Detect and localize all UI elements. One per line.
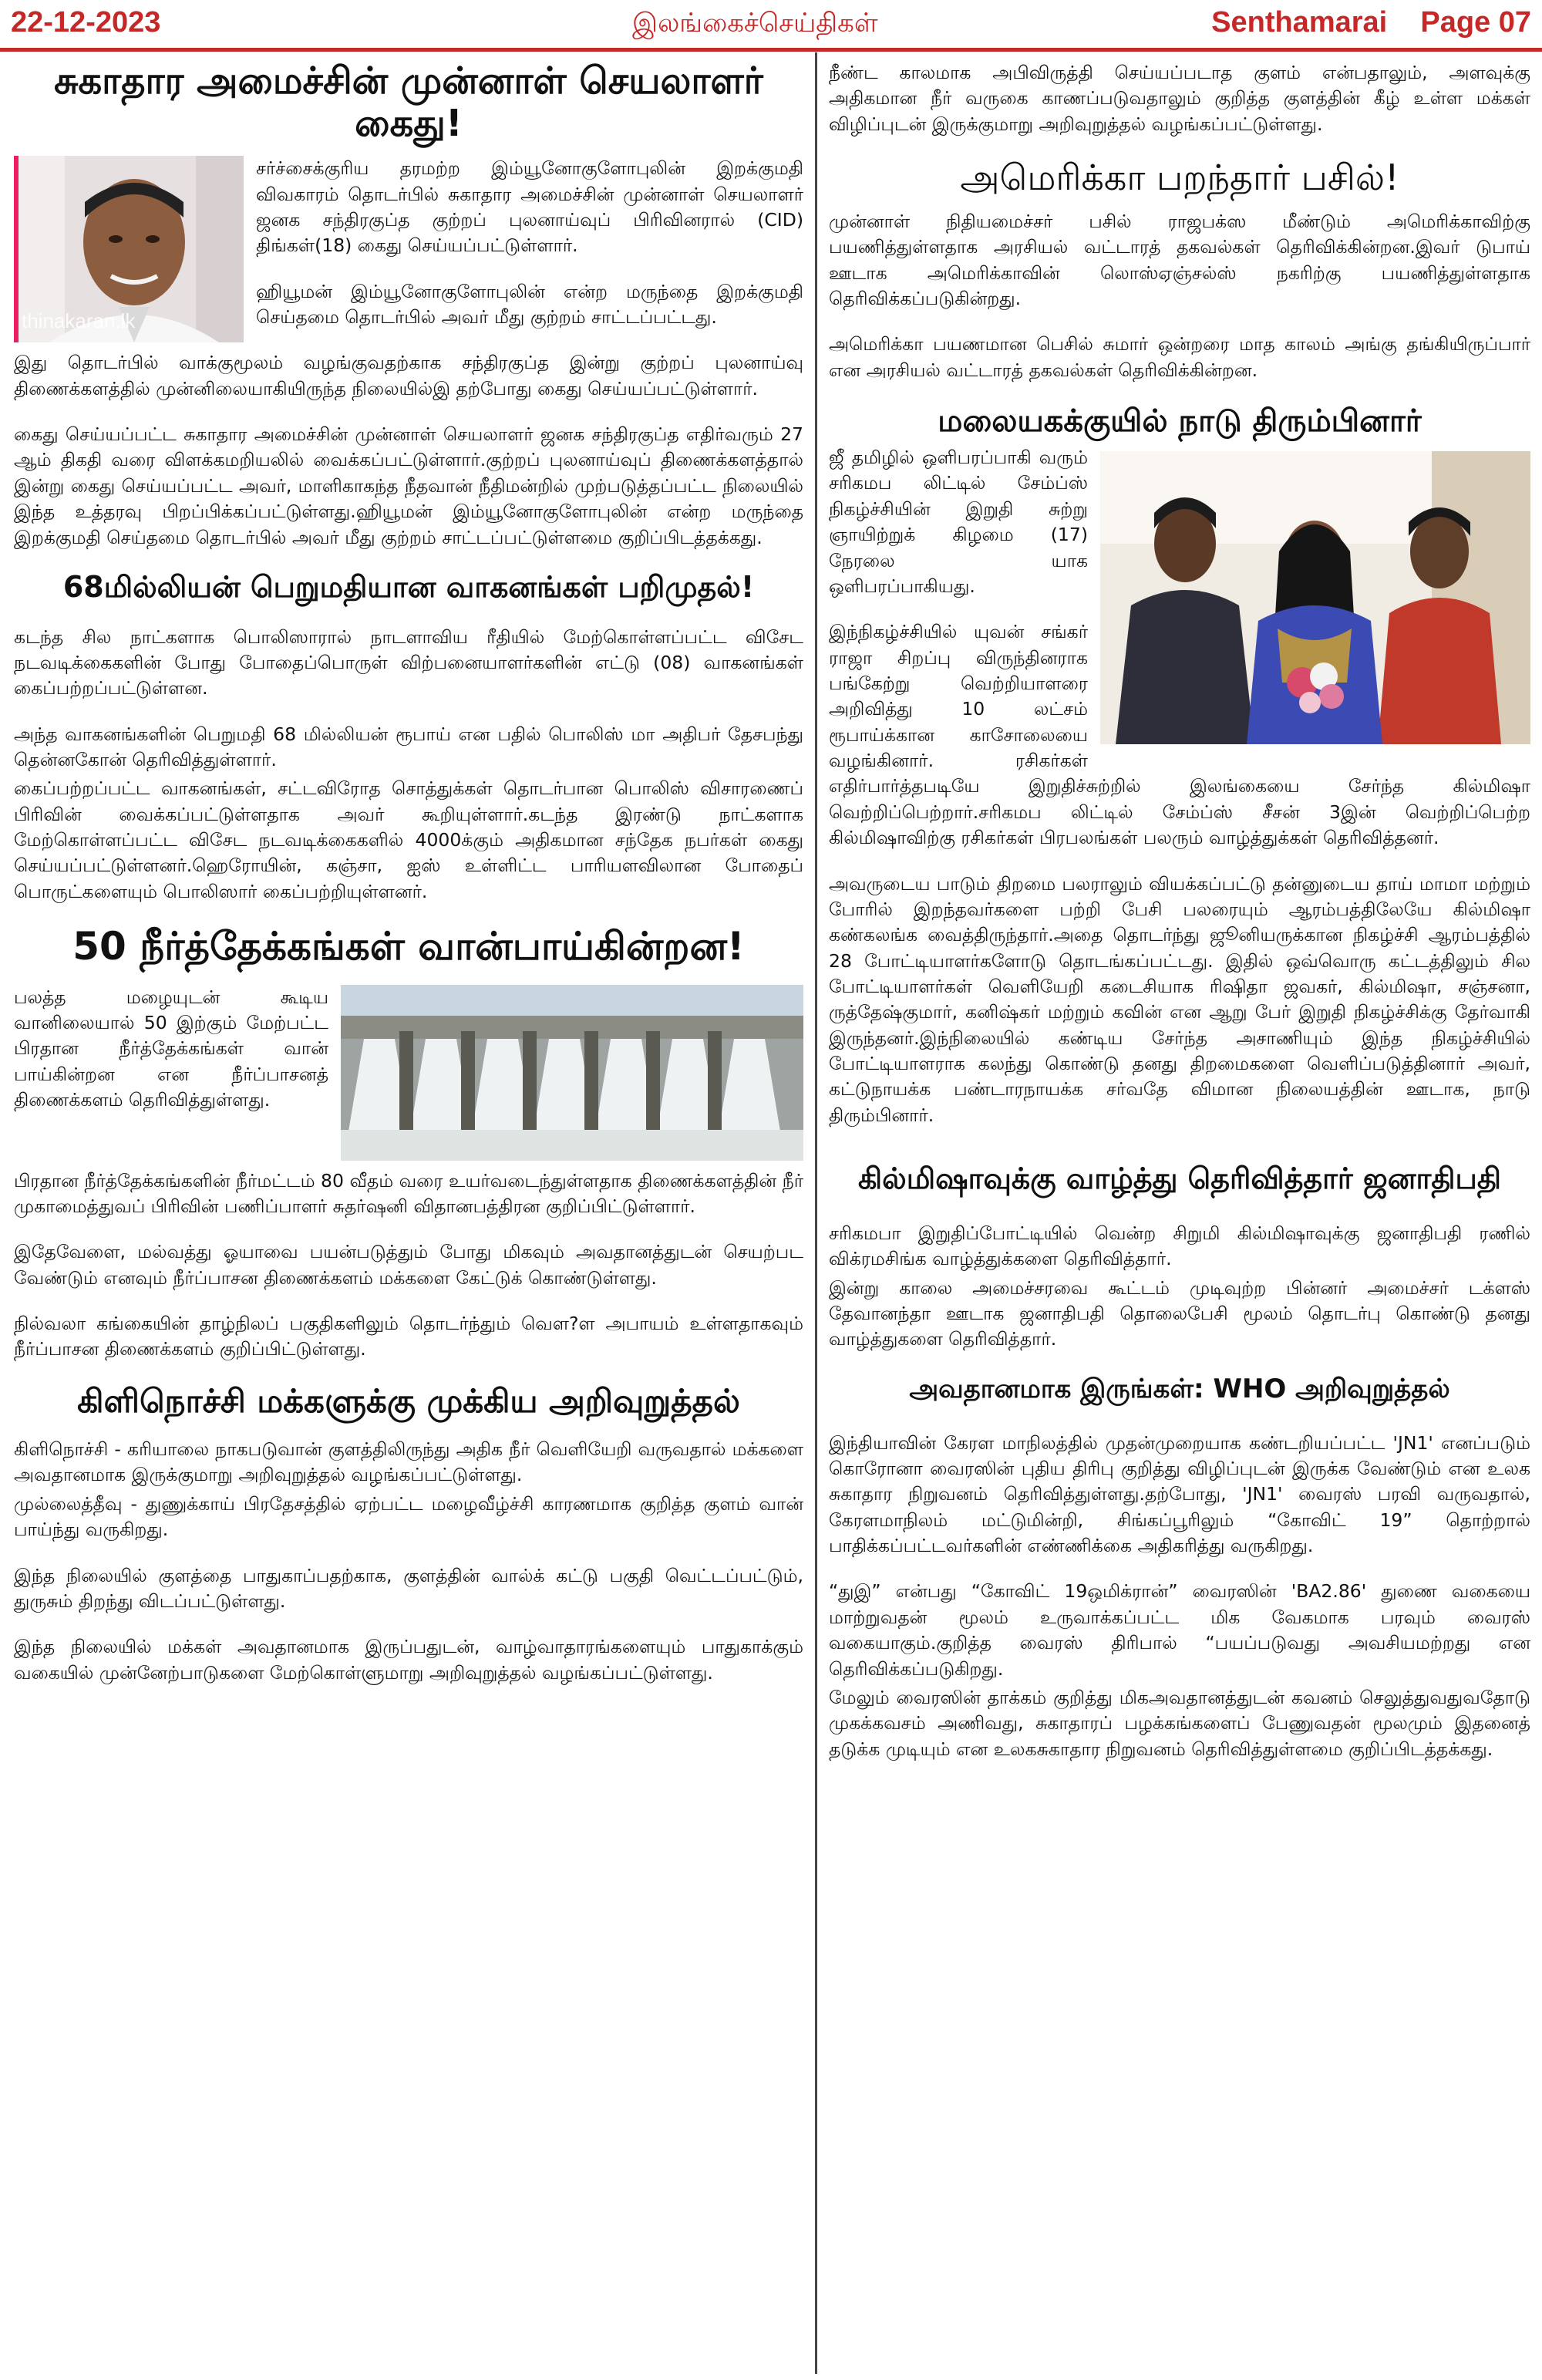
paragraph: கைது செய்யப்பட்ட சுகாதார அமைச்சின் முன்னாள் செயலாளர் ஜனக சந்திரகுப்த எதிர்வரும் 27 ஆம் திகதி வரை விளக்கமறியலில் வைக்கப்பட்டுள்ளார்.குற்றப் புலனாய்வுப் திணைக்களத்தால் இன்று கைது செய்யப்பட்ட அவர், மாளிகாகந்த நீதவான் நீதிமன்றில் முற்படுத்தப்பட்ட நிலையில் இந்த உத்தரவு பிறப்பிக்கப்பட்டுள்ளது.ஹியூமன் இம்யூனோகுளோபுலின் என்ற மருந்தை இறக்குமதி செய்தமை தொடர்பில் அவர் மீது குற்றம் சாட்டப்பட்டுள்ளமை குறிப்பிடத்தக்கது. <box>14 423 803 548</box>
paragraph: சரிகமபா இறுதிப்போட்டியில் வென்ற சிறுமி கில்மிஷாவுக்கு ஜனாதிபதி ரணில் விக்ரமசிங்க வாழ்த்துக்களை தெரிவித்தார். <box>829 1222 1530 1270</box>
headline: மலையகக்குயில் நாடு திரும்பினார் <box>938 403 1422 440</box>
headline: சுகாதார அமைச்சின் முன்னாள் செயலாளர் கைது! <box>54 59 763 146</box>
story-kilmisha-returns <box>829 403 1530 1128</box>
headline: கில்மிஷாவுக்கு வாழ்த்து தெரிவித்தார் ஜனாதிபதி <box>858 1161 1501 1196</box>
column-divider <box>815 52 817 2374</box>
headline: அவதானமாக இருங்கள்: WHO அறிவுறுத்தல் <box>909 1373 1450 1404</box>
story-kilinochchi-advisory <box>14 1383 803 1686</box>
paragraph: சர்ச்சைக்குரிய தரமற்ற இம்யூனோகுளோபுலின் இறக்குமதி விவகாரம் தொடர்பில் சுகாதார அமைச்சின் முன்னாள் செயலாளர் ஜனக சந்திரகுப்த குற்றப் புலனாய்வுப் பிரிவினரால் (CID) திங்கள்(18) கைது செய்யப்பட்டுள்ளார். <box>256 157 803 257</box>
group-illustration <box>1100 451 1530 744</box>
story-basil-us <box>829 157 1530 383</box>
paragraph: நில்வலா கங்கையின் தாழ்நிலப் பகுதிகளிலும் தொடர்ந்தும் வெள?ள அபாயம் உள்ளதாகவும் நீர்ப்பாசன திணைக்களம் குறிப்பிட்டுள்ளது. <box>14 1313 803 1360</box>
paragraph: இந்தியாவின் கேரள மாநிலத்தில் முதன்முறையாக கண்டறியப்பட்ட 'JN1' எனப்படும் கொரோனா வைரஸின் புதிய திரிபு குறித்து விழிப்புடன் இருக்க வேண்டும் என உலக சுகாதார நிறுவனம் தெரிவித்துள்ளது.தற்போது, 'JN1' வைரஸ் பரவி வருவதால், கேரளமாநிலம் மட்டுமின்றி, சிங்கப்பூரிலும் “கோவிட் 19” தொற்றால் பாதிக்கப்பட்டவர்களின் எண்ணிக்கை அதிகரித்து வருகிறது. <box>829 1431 1530 1557</box>
paragraph: பலத்த மழையுடன் கூடிய வானிலையால் 50 இற்கும் மேற்பட்ட பிரதான நீர்த்தேக்கங்கள் வான் பாய்கின்றன என நீர்ப்பாசனத் திணைக்களம் தெரிவித்துள்ளது. <box>14 986 328 1111</box>
page-header <box>0 0 1542 52</box>
paragraph: இந்த நிலையில் குளத்தை பாதுகாப்பதற்காக, குளத்தின் வால்க் கட்டு பகுதி வெட்டப்பட்டும், துருசும் திறந்து விடப்பட்டுள்ளது. <box>14 1564 803 1612</box>
header-page-number: Page 07 <box>1420 6 1531 39</box>
dam-illustration <box>341 985 803 1161</box>
headline: 68மில்லியன் பெறுமதியான வாகனங்கள் பறிமுதல்! <box>62 569 755 604</box>
paragraph: முன்னாள் நிதியமைச்சர் பசில் ராஜபக்ஸ மீண்டும் அமெரிக்காவிற்கு பயணித்துள்ளதாக அரசியல் வட்டாரத் தகவல்கள் தெரிவிக்கின்றன.இவர் டுபாய் ஊடாக அமெரிக்காவின் லொஸ்ஏஞ்சல்ஸ் நகரிற்கு பயணித்துள்ளதாக தெரிவிக்கப்படுகின்றது. <box>829 210 1530 310</box>
header-section-title: இலங்கைச்செய்திகள் <box>632 8 878 39</box>
photo-watermark: thinakaran.lk <box>22 309 136 333</box>
paragraph: இந்நிகழ்ச்சியில் யுவன் சங்கர் ராஜா சிறப்பு விருந்தினராக பங்கேற்று வெற்றியாளரை அறிவித்து 10 லட்சம் ரூபாய்க்கான காசோலையை வழங்கினார். ரசிகர்கள் எதிர்பார்த்தபடியே இறுதிச்சுற்றில் இலங்கையை சேர்ந்த கில்மிஷா வெற்றிப்பெற்றார்.சரிகமப லிட்டில் சேம்ப்ஸ் சீசன் 3இன் வெற்றிப்பெற்ற கில்மிஷாவிற்கு ரசிகர்கள் பிரபலங்கள் பலரும் வாழ்த்துக்கள் தெரிவித்தனர். <box>829 621 1530 849</box>
headline: அமெரிக்கா பறந்தார் பசில்! <box>960 157 1399 199</box>
headline: கிளிநொச்சி மக்களுக்கு முக்கிய அறிவுறுத்தல் <box>77 1381 740 1420</box>
paragraph: நீண்ட காலமாக அபிவிருத்தி செய்யப்படாத குளம் என்பதாலும், அளவுக்கு அதிகமான நீர் வருகை காணப்படுவதாலும் குறித்த குளத்தின் கீழ் உள்ள மக்கள் விழிப்புடன் இருக்குமாறு அறிவுறுத்தல் வழங்கப்பட்டுள்ளது. <box>829 62 1530 135</box>
header-date: 22-12-2023 <box>11 6 161 39</box>
paragraph: அந்த வாகனங்களின் பெறுமதி 68 மில்லியன் ரூபாய் என பதில் பொலிஸ் மா அதிபர் தேசபந்து தென்னகோன் தெரிவித்துள்ளார். <box>14 723 803 771</box>
story-reservoirs-overflow <box>14 925 803 1363</box>
left-column <box>14 60 803 1706</box>
paragraph: கடந்த சில நாட்களாக பொலிஸாரால் நாடளாவிய ரீதியில் மேற்கொள்ளப்பட்ட விசேட நடவடிக்கைகளின் போது போதைப்பொருள் விற்பனையாளர்களின் எட்டு (08) வாகனங்கள் கைப்பற்றப்பட்டுள்ளன. <box>14 625 803 700</box>
story-vehicles-seized <box>14 571 803 905</box>
story-health-secretary-arrest <box>14 60 803 551</box>
portrait-photo <box>14 156 244 342</box>
header-paper-page <box>1211 6 1531 39</box>
group-photo <box>1100 451 1530 744</box>
paragraph: “துஇ” என்பது “கோவிட் 19ஒமிக்ரான்” வைரஸின் 'BA2.86' துணை வகையை மாற்றுவதன் மூலம் உருவாக்கப்பட்ட மிக வேகமாக பரவும் வைரஸ் வகையாகும்.குறித்த வைரஸ் திரிபால் “பயப்படுவது அவசியமற்றது என தெரிவிக்கப்படுகிறது. <box>829 1580 1530 1680</box>
header-paper-name: Senthamarai <box>1211 6 1388 39</box>
paragraph: அவருடைய பாடும் திறமை பலராலும் வியக்கப்பட்டு தன்னுடைய தாய் மாமா மற்றும் போரில் இறந்தவர்களை பற்றி பேசி பலரையும் ஆரம்பத்திலேயே கில்மிஷா கண்கலங்க வைத்திருந்தார்.அதை தொடர்ந்து ஜூனியருக்கான நிகழ்ச்சி ஆரம்பத்தில் 28 போட்டியாளர்களோடு தொடங்கப்பட்டது. இதில் ஒவ்வொரு கட்டத்திலும் சில போட்டியாளர்கள் வெளியேறி கடைசியாக ரிஷிதா ஜவகர், கில்மிஷா, சஞ்சனா, ருத்தேஷ்குமார், கனிஷ்கர் மற்றும் கவின் என ஆறு பேர் இறுதி நிகழ்ச்சிக்கு தேர்வாகி இருந்தனர்.இந்நிலையில் கண்டிய சேர்ந்த அசாணியும் இந்த நிகழ்ச்சியில் போட்டியாளராக கலந்து கொண்டு தனது திறமைகளை வெளிப்படுத்தினார் அவர், கட்டுநாயக்க பண்டாரநாயக்க சர்வதே விமான நிலையத்தின் ஊடாக, நாடு திரும்பினார். <box>829 872 1530 1126</box>
headline: 50 நீர்த்தேக்கங்கள் வான்பாய்கின்றன! <box>72 924 745 969</box>
story-who-advisory <box>829 1374 1530 1762</box>
paragraph: இதேவேளை, மல்வத்து ஓயாவை பயன்படுத்தும் போது மிகவும் அவதானத்துடன் செயற்பட வேண்டும் எனவும் நீர்ப்பாசன திணைக்களம் மக்களை கேட்டுக் கொண்டுள்ளது. <box>14 1241 803 1289</box>
dam-photo <box>341 985 803 1161</box>
paragraph: கைப்பற்றப்பட்ட வாகனங்கள், சட்டவிரோத சொத்துக்கள் தொடர்பான பொலிஸ் விசாரணைப் பிரிவின் வைக்கப்பட்டுள்ளதாக அவர் கூறியுள்ளார்.கடந்த இரண்டு நாட்களாக மேற்கொள்ளப்பட்ட விசேட நடவடிக்கைகளில் 4000க்கும் அதிகமான சந்தேக நபர்கள் கைது செய்யப்பட்டுள்ளனர்.ஹெரோயின், கஞ்சா, ஐஸ் உள்ளிட்ட பாரியளவிலான போதைப் பொருட்களையும் பொலிஸார் கைப்பற்றியுள்ளனர். <box>14 777 803 902</box>
paragraph: மேலும் வைரஸின் தாக்கம் குறித்து மிகஅவதானத்துடன் கவனம் செலுத்துவதுவதோடு முகக்கவசம் அணிவது, சுகாதாரப் பழக்கங்களைப் பேணுவதன் மூலமும் இதனைத் தடுக்க முடியும் என உலகசுகாதார நிறுவனம் தெரிவித்துள்ளமை குறிப்பிடத்தக்கது. <box>829 1686 1530 1760</box>
right-column <box>829 60 1530 1782</box>
paragraph: கிளிநொச்சி - கரியாலை நாகபடுவான் குளத்திலிருந்து அதிக நீர் வெளியேறி வருவதால் மக்களை அவதானமாக இருக்குமாறு அறிவுறுத்தல் வழங்கப்பட்டுள்ளது. <box>14 1438 803 1486</box>
paragraph: இந்த நிலையில் மக்கள் அவதானமாக இருப்பதுடன், வாழ்வாதாரங்களையும் பாதுகாக்கும் வகையில் முன்னேற்பாடுகளை மேற்கொள்ளுமாறு அறிவுறுத்தல் வழங்கப்பட்டுள்ளது. <box>14 1636 803 1684</box>
paragraph: இது தொடர்பில் வாக்குமூலம் வழங்குவதற்காக சந்திரகுப்த இன்று குற்றப் புலனாய்வு திணைக்களத்தில் முன்னிலையாகியிருந்த நிலையில்இ தற்போது கைது செய்யப்பட்டுள்ளார். <box>14 352 803 399</box>
paragraph: ஜீ தமிழில் ஒளிபரப்பாகி வரும் சரிகமப லிட்டில் சேம்ப்ஸ் நிகழ்ச்சியின் இறுதி சுற்று ஞாயிற்றுக் கிழமை (17) நேரலை யாக ஒளிபரப்பாகியது. <box>829 447 1088 597</box>
paragraph: அமெரிக்கா பயணமான பெசில் சுமார் ஒன்றரை மாத காலம் அங்கு தங்கியிருப்பார் என அரசியல் வட்டாரத் தகவல்கள் தெரிவிக்கின்றன. <box>829 333 1530 381</box>
paragraph: பிரதான நீர்த்தேக்கங்களின் நீர்மட்டம் 80 வீதம் வரை உயர்வடைந்துள்ளதாக திணைக்களத்தின் நீர் முகாமைத்துவப் பிரிவின் பணிப்பாளர் சுதர்ஷனி விதானபத்திரன குறிப்பிட்டுள்ளார். <box>14 1169 803 1218</box>
story-continuation <box>829 60 1530 137</box>
paragraph: ஹியூமன் இம்யூனோகுளோபுலின் என்ற மருந்தை இறக்குமதி செய்தமை தொடர்பில் அவர் மீது குற்றம் சாட்டப்பட்டது. <box>256 280 803 329</box>
paragraph: இன்று காலை அமைச்சரவை கூட்டம் முடிவுற்ற பின்னர் அமைச்சர் டக்ளஸ் தேவானந்தா ஊடாக ஜனாதிபதி தொலைபேசி மூலம் தொடர்பு கொண்டு தனது வாழ்த்துகளை தெரிவித்தார். <box>829 1276 1530 1350</box>
story-president-congratulates <box>829 1162 1530 1352</box>
paragraph: முல்லைத்தீவு - துணுக்காய் பிரதேசத்தில் ஏற்பட்ட மழைவீழ்ச்சி காரணமாக குறித்த குளம் வான் பாய்ந்து வருகிறது. <box>14 1492 803 1541</box>
